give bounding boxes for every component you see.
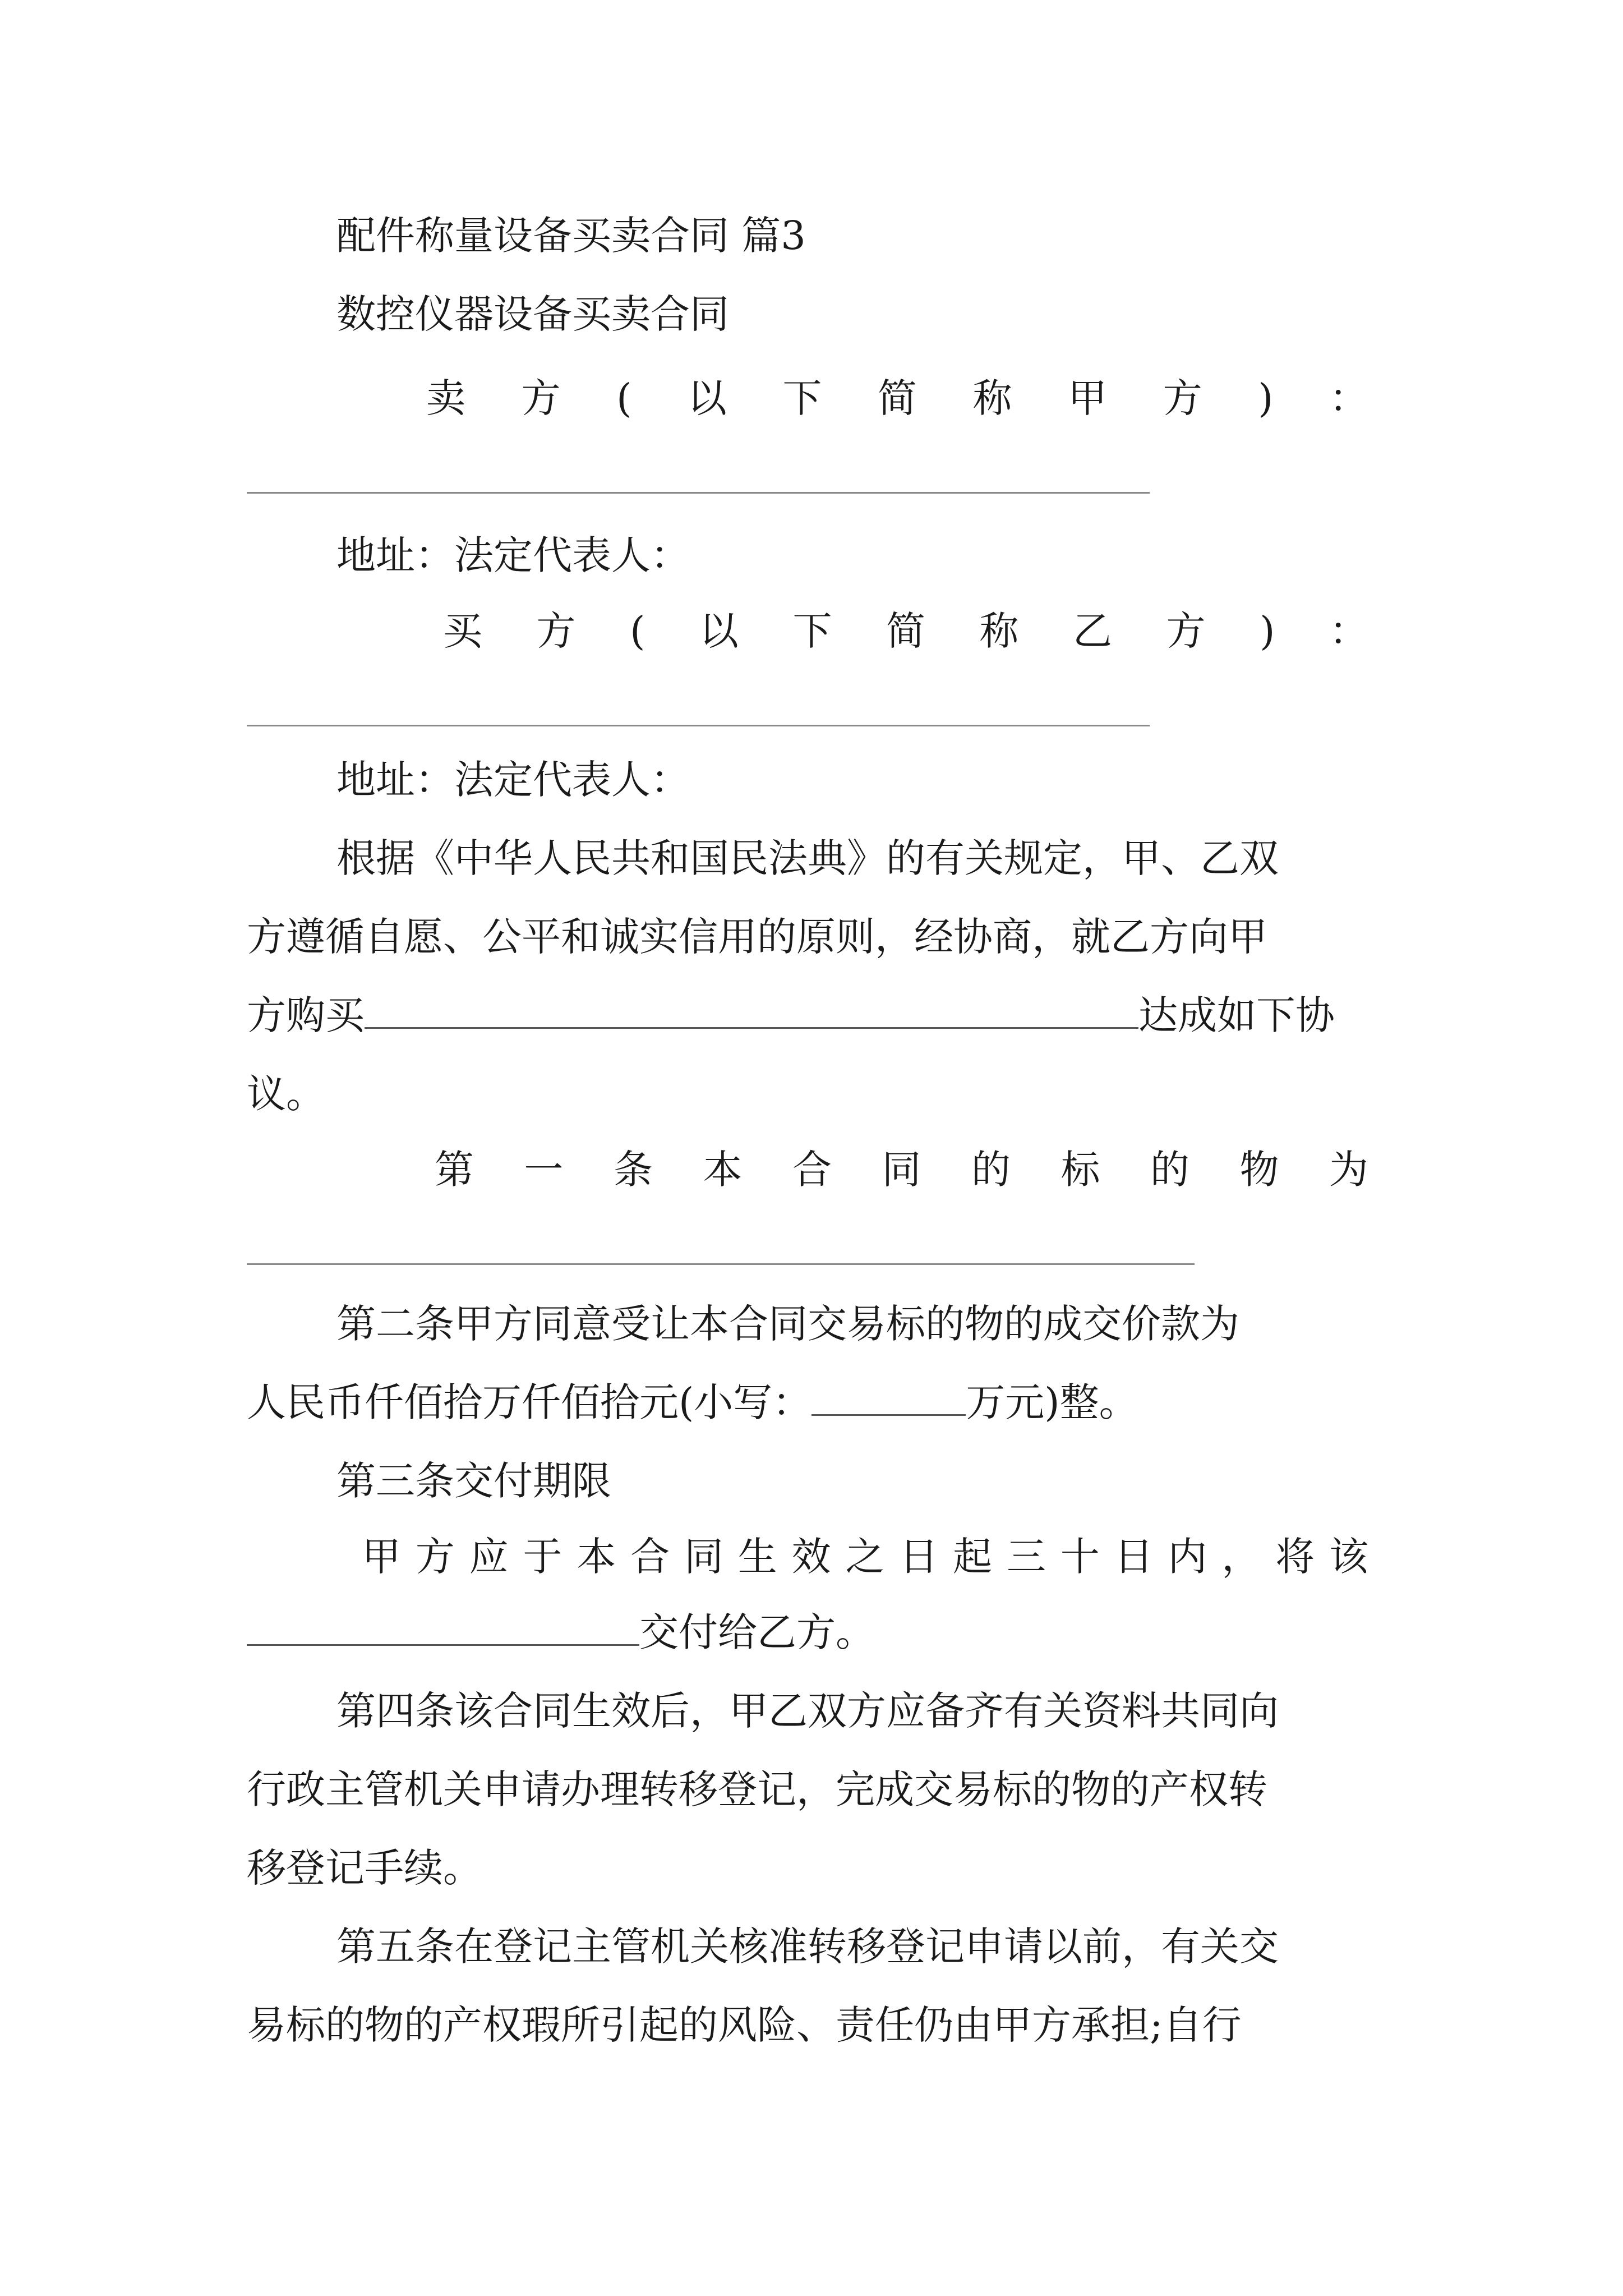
buyer-blank-rule <box>247 725 1150 726</box>
seller-line-char: ( <box>616 375 632 421</box>
article-3-char: 三 <box>1006 1534 1046 1580</box>
article-3-char: 同 <box>684 1534 723 1580</box>
article-3-char: 效 <box>791 1534 831 1580</box>
buyer-line-char: ： <box>1329 608 1368 654</box>
article-5-line-1: 第五条在登记主管机关核准转移登记申请以前，有关交 <box>336 1924 1279 1970</box>
buyer-line-char: ( <box>630 608 645 654</box>
article-3-char: 应 <box>469 1534 509 1580</box>
seller-line-char: ： <box>1329 375 1368 421</box>
intro-paragraph-line-3 <box>247 987 1335 1043</box>
article-4-line-3: 移登记手续。 <box>247 1845 482 1891</box>
buyer-line-char: ) <box>1260 608 1275 654</box>
article-1-line <box>435 1142 1368 1198</box>
article-4-line-1: 第四条该合同生效后，甲乙双方应备齐有关资料共同向 <box>336 1688 1279 1734</box>
article-3-title: 第三条交付期限 <box>336 1458 611 1504</box>
buyer-line-char: 以 <box>699 608 739 654</box>
buyer-line-char: 称 <box>979 608 1019 654</box>
article-1-char: 本 <box>703 1147 743 1193</box>
article-1-char: 条 <box>614 1147 653 1193</box>
seller-line-char: 称 <box>972 375 1012 421</box>
seller-line-char: 方 <box>521 375 561 421</box>
article-3-char: 该 <box>1329 1534 1368 1580</box>
article-1-char: 物 <box>1239 1147 1279 1193</box>
article-1-char: 合 <box>792 1147 832 1193</box>
article-3-text: 交付给乙方。 <box>639 1609 875 1655</box>
article-1-char: 的 <box>1150 1147 1189 1193</box>
seller-line-char: 以 <box>687 375 727 421</box>
article-3-char: 起 <box>953 1534 993 1580</box>
purchase-item-blank <box>365 1027 1138 1029</box>
buyer-address-line: 地址：法定代表人： <box>336 757 690 803</box>
seller-line-char: ) <box>1258 375 1274 421</box>
seller-line-char: 卖 <box>426 375 465 421</box>
article-3-char: 甲 <box>362 1534 401 1580</box>
document-title: 配件称量设备买卖合同 篇3 <box>336 213 806 259</box>
article-2-line-1: 第二条甲方同意受让本合同交易标的物的成交价款为 <box>336 1301 1239 1347</box>
article-3-char: 将 <box>1275 1534 1315 1580</box>
contract-subtitle: 数控仪器设备买卖合同 <box>336 291 729 337</box>
seller-blank-rule <box>247 492 1150 494</box>
article-1-char: 为 <box>1329 1147 1368 1193</box>
article-2-text-b: 万元)整。 <box>966 1379 1138 1425</box>
buyer-line-char: 方 <box>1166 608 1206 654</box>
intro-paragraph-line-1: 根据《中华人民共和国民法典》的有关规定，甲、乙双 <box>336 835 1279 881</box>
article-3-char: 方 <box>415 1534 455 1580</box>
buyer-line <box>443 603 1368 659</box>
article-5-line-2: 易标的物的产权瑕所引起的风险、责任仍由甲方承担;自行 <box>247 2002 1242 2048</box>
article-3-char: 内 <box>1168 1534 1207 1580</box>
article-2-text-a: 人民币仟佰拾万仟佰拾元(小写： <box>247 1379 812 1425</box>
article-1-char: 一 <box>524 1147 564 1193</box>
intro-paragraph-line-2: 方遵循自愿、公平和诚实信用的原则，经协商，就乙方向甲 <box>247 914 1267 960</box>
buyer-line-char: 简 <box>886 608 925 654</box>
seller-line-char: 甲 <box>1068 375 1108 421</box>
article-3-char: 本 <box>577 1534 616 1580</box>
buyer-line-char: 买 <box>443 608 482 654</box>
article-1-blank-rule <box>247 1263 1195 1265</box>
seller-line <box>426 370 1368 426</box>
article-1-char: 的 <box>971 1147 1011 1193</box>
price-amount-blank <box>811 1414 966 1416</box>
article-3-char: 于 <box>523 1534 562 1580</box>
article-1-char: 标 <box>1061 1147 1100 1193</box>
article-3-char: 日 <box>899 1534 939 1580</box>
buyer-line-char: 方 <box>536 608 576 654</box>
delivery-item-blank <box>247 1644 639 1646</box>
intro-paragraph-line-4: 议。 <box>247 1071 325 1117</box>
article-3-char: 合 <box>630 1534 670 1580</box>
article-3-char: ， <box>1221 1534 1261 1580</box>
article-1-char: 第 <box>435 1147 474 1193</box>
buyer-line-char: 乙 <box>1073 608 1113 654</box>
intro-text-b: 达成如下协 <box>1138 992 1335 1038</box>
article-1-char: 同 <box>882 1147 921 1193</box>
article-4-line-2: 行政主管机关申请办理转移登记，完成交易标的物的产权转 <box>247 1766 1267 1812</box>
article-3-char: 生 <box>737 1534 777 1580</box>
seller-line-char: 简 <box>877 375 917 421</box>
article-3-line-1 <box>362 1529 1368 1585</box>
seller-address-line: 地址：法定代表人： <box>336 532 690 578</box>
seller-line-char: 下 <box>782 375 822 421</box>
article-2-line-2 <box>247 1374 1138 1430</box>
article-3-char: 十 <box>1060 1534 1100 1580</box>
article-3-char: 之 <box>845 1534 885 1580</box>
article-3-line-2 <box>247 1604 875 1660</box>
buyer-line-char: 下 <box>792 608 832 654</box>
seller-line-char: 方 <box>1163 375 1202 421</box>
article-3-char: 日 <box>1114 1534 1154 1580</box>
intro-text-a: 方购买 <box>247 992 365 1038</box>
